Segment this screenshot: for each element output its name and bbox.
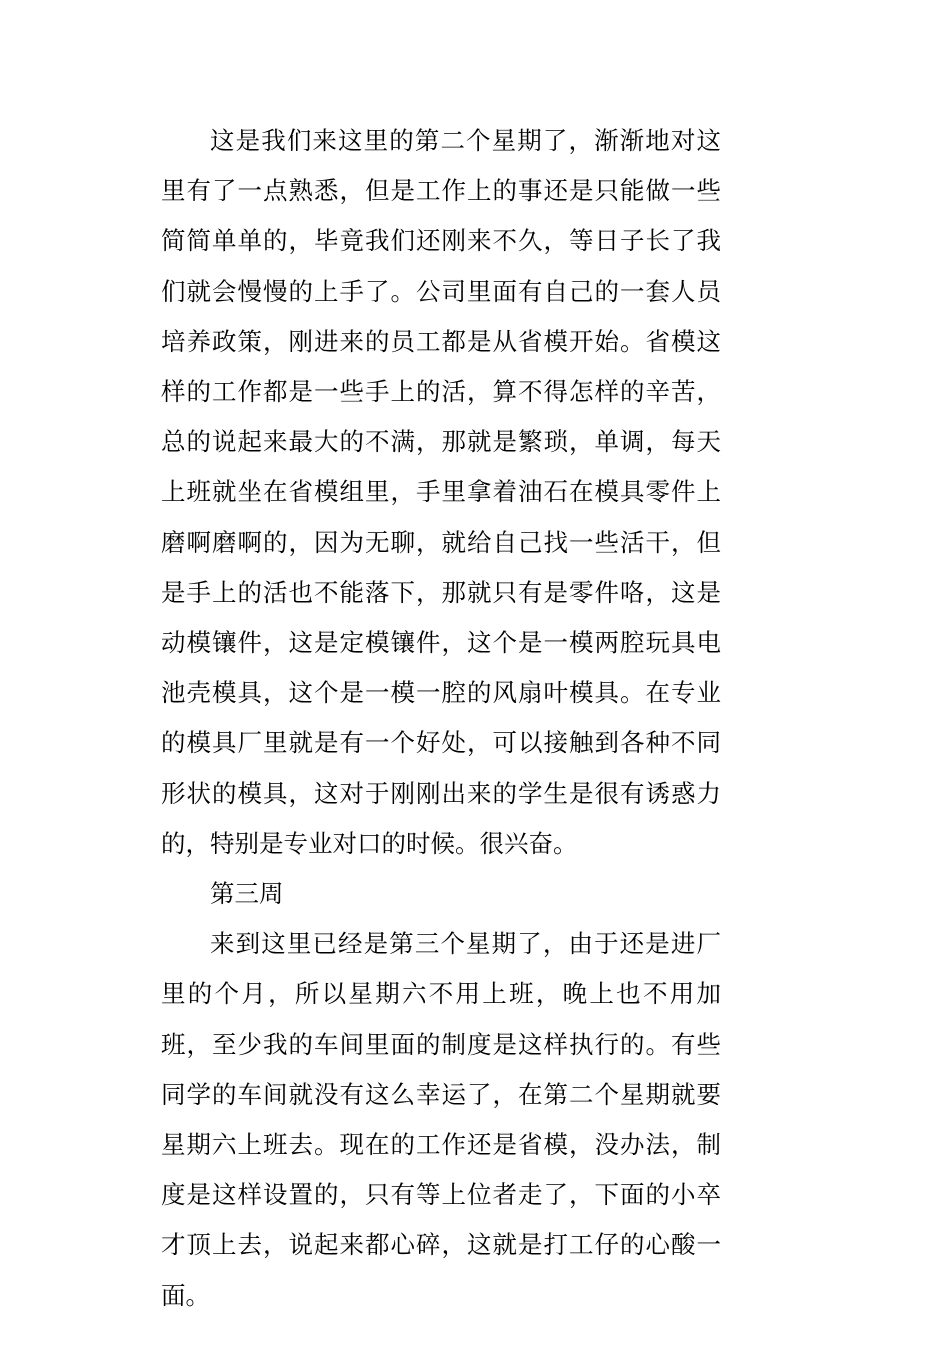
section-heading-week-three: 第三周 bbox=[210, 879, 284, 909]
document-body bbox=[161, 116, 721, 1321]
paragraph-week-three: 来到这里已经是第三个星期了，由于还是进厂里的个月，所以星期六不用上班，晚上也不用加班，至少我的车间里面的制度是这样执行的。有些同学的车间就没有这么幸运了，在第二个星期就要星期六上班去。现在的工作还是省模，没办法，制度是这样设置的，只有等上位者走了，下面的小卒才顶上去，说起来都心碎，这就是打工仔的心酸一面。 bbox=[161, 929, 721, 1310]
paragraph-week-two: 这是我们来这里的第二个星期了，渐渐地对这里有了一点熟悉，但是工作上的事还是只能做一些简简单单的，毕竟我们还刚来不久，等日子长了我们就会慢慢的上手了。公司里面有自己的一套人员培养政策，刚进来的员工都是从省模开始。省模这样的工作都是一些手上的活，算不得怎样的辛苦，总的说起来最大的不满，那就是繁琐，单调，每天上班就坐在省模组里，手里拿着油石在模具零件上磨啊磨啊的，因为无聊，就给自己找一些活干，但是手上的活也不能落下，那就只有是零件咯，这是动模镶件，这是定模镶件，这个是一模两腔玩具电池壳模具，这个是一模一腔的风扇叶模具。在专业的模具厂里就是有一个好处，可以接触到各种不同形状的模具，这对于刚刚出来的学生是很有诱惑力的，特别是专业对口的时候。很兴奋。 bbox=[161, 126, 721, 858]
